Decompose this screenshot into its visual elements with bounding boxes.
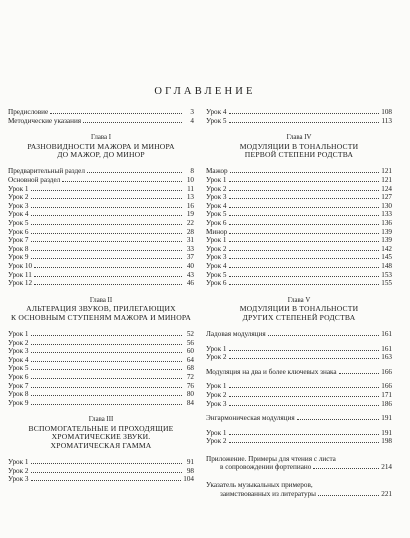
- left-column: [8, 108, 194, 484]
- chapter-heading: Глава III ВСПОМОГАТЕЛЬНЫЕ И ПРОХОДЯЩИЕ ХРОМАТИЧЕСКИЕ ЗВУКИ. ХРОМАТИЧЕСКАЯ ГАММА: [28, 416, 174, 450]
- toc-entry[interactable]: Урок 4 64: [8, 355, 194, 364]
- toc-entry[interactable]: Урок 8 33: [8, 244, 194, 253]
- toc-entry[interactable]: Урок 3 145: [206, 253, 392, 262]
- leader-dots: [83, 122, 182, 123]
- toc-entry[interactable]: Урок 6 155: [206, 279, 392, 288]
- toc-entry[interactable]: Мажор 121: [206, 167, 392, 176]
- toc-entry[interactable]: Ладовая модуляция 161: [206, 329, 392, 338]
- leader-dots: [50, 113, 182, 114]
- toc-entry[interactable]: Урок 1 191: [206, 428, 392, 437]
- toc-entry[interactable]: Урок 3 104: [8, 475, 194, 484]
- toc-entry[interactable]: Энгармоническая модуляция 191: [206, 414, 392, 423]
- toc-entry[interactable]: Урок 5 68: [8, 364, 194, 373]
- toc-entry[interactable]: Урок 7 76: [8, 381, 194, 390]
- page-title: ОГЛАВЛЕНИЕ: [154, 86, 256, 97]
- toc-entry[interactable]: Урок 9 84: [8, 398, 194, 407]
- chapter-heading: Глава V МОДУЛЯЦИИ В ТОНАЛЬНОСТИ ДРУГИХ СТЕПЕНЕЙ РОДСТВА: [239, 296, 359, 322]
- toc-entry[interactable]: Урок 5 22: [8, 218, 194, 227]
- toc-entry[interactable]: Урок 2 171: [206, 390, 392, 399]
- toc-entry[interactable]: Модуляция на два и более ключевых знака 166: [206, 367, 392, 376]
- toc-entry[interactable]: Урок 11 43: [8, 270, 194, 279]
- toc-entry[interactable]: Урок 6 28: [8, 227, 194, 236]
- toc-entry[interactable]: Основной раздел 10: [8, 176, 194, 184]
- toc-entry[interactable]: Урок 1 52: [8, 329, 194, 338]
- toc-entry[interactable]: Урок 3 186: [206, 399, 392, 408]
- toc-entry[interactable]: Урок 1 139: [206, 236, 392, 245]
- chapter-heading: Глава II АЛЬТЕРАЦИЯ ЗВУКОВ, ПРИЛЕГАЮЩИХ К ОСНОВНЫМ СТУПЕНЯМ МАЖОРА И МИНОРА: [10, 296, 192, 322]
- toc-entry[interactable]: Урок 2 124: [206, 184, 392, 193]
- toc-entry[interactable]: Урок 3 16: [8, 201, 194, 210]
- toc-entry[interactable]: Урок 1 11: [8, 184, 194, 193]
- toc-entry[interactable]: Урок 1 121: [206, 176, 392, 184]
- toc-entry[interactable]: Урок 1 91: [8, 457, 194, 466]
- toc-entry[interactable]: Урок 2 13: [8, 193, 194, 202]
- toc-entry[interactable]: Урок 1 166: [206, 382, 392, 391]
- toc-entry[interactable]: Урок 3 127: [206, 193, 392, 202]
- toc-entry[interactable]: Минор 139: [206, 227, 392, 236]
- toc-entry[interactable]: Урок 5 133: [206, 210, 392, 219]
- toc-entry[interactable]: Урок 2 163: [206, 353, 392, 362]
- toc-entry[interactable]: Урок 1 161: [206, 344, 392, 353]
- toc-entry[interactable]: Предисловие 3: [8, 108, 194, 116]
- toc-entry[interactable]: Урок 4 148: [206, 261, 392, 270]
- toc-entry[interactable]: Урок 4 130: [206, 201, 392, 210]
- toc-entry[interactable]: Методические указания 4: [8, 116, 194, 125]
- toc-entry[interactable]: Урок 12 46: [8, 279, 194, 288]
- toc-entry[interactable]: Урок 9 37: [8, 253, 194, 262]
- toc-entry-index[interactable]: Указатель музыкальных примеров, заимствованных из литературы 221: [206, 481, 392, 498]
- toc-entry[interactable]: Урок 5 153: [206, 270, 392, 279]
- toc-entry[interactable]: Урок 6 136: [206, 218, 392, 227]
- toc-entry[interactable]: Урок 2 142: [206, 244, 392, 253]
- toc-entry[interactable]: Предварительный раздел 8: [8, 167, 194, 176]
- toc-entry-appendix[interactable]: Приложение. Примеры для чтения с листа в сопровождении фортепиано 214: [206, 454, 392, 472]
- toc-entry[interactable]: Урок 2 98: [8, 466, 194, 475]
- toc-entry[interactable]: Урок 5 113: [206, 116, 392, 125]
- toc-entry[interactable]: Урок 8 80: [8, 390, 194, 399]
- toc-entry[interactable]: Урок 2 198: [206, 437, 392, 446]
- toc-entry[interactable]: Урок 6 72: [8, 372, 194, 381]
- toc-entry[interactable]: Урок 3 60: [8, 347, 194, 356]
- right-column: [206, 108, 392, 498]
- toc-entry[interactable]: Урок 4 108: [206, 108, 392, 116]
- toc-entry[interactable]: Урок 10 40: [8, 261, 194, 270]
- chapter-heading: Глава IV МОДУЛЯЦИИ В ТОНАЛЬНОСТИ ПЕРВОЙ СТЕПЕНИ РОДСТВА: [239, 134, 359, 159]
- toc-entry[interactable]: Урок 2 56: [8, 338, 194, 347]
- toc-entry[interactable]: Урок 7 31: [8, 236, 194, 245]
- chapter-heading: Глава I РАЗНОВИДНОСТИ МАЖОРА И МИНОРА ДО МАЖОР, ДО МИНОР: [27, 134, 175, 159]
- toc-entry[interactable]: Урок 4 19: [8, 210, 194, 219]
